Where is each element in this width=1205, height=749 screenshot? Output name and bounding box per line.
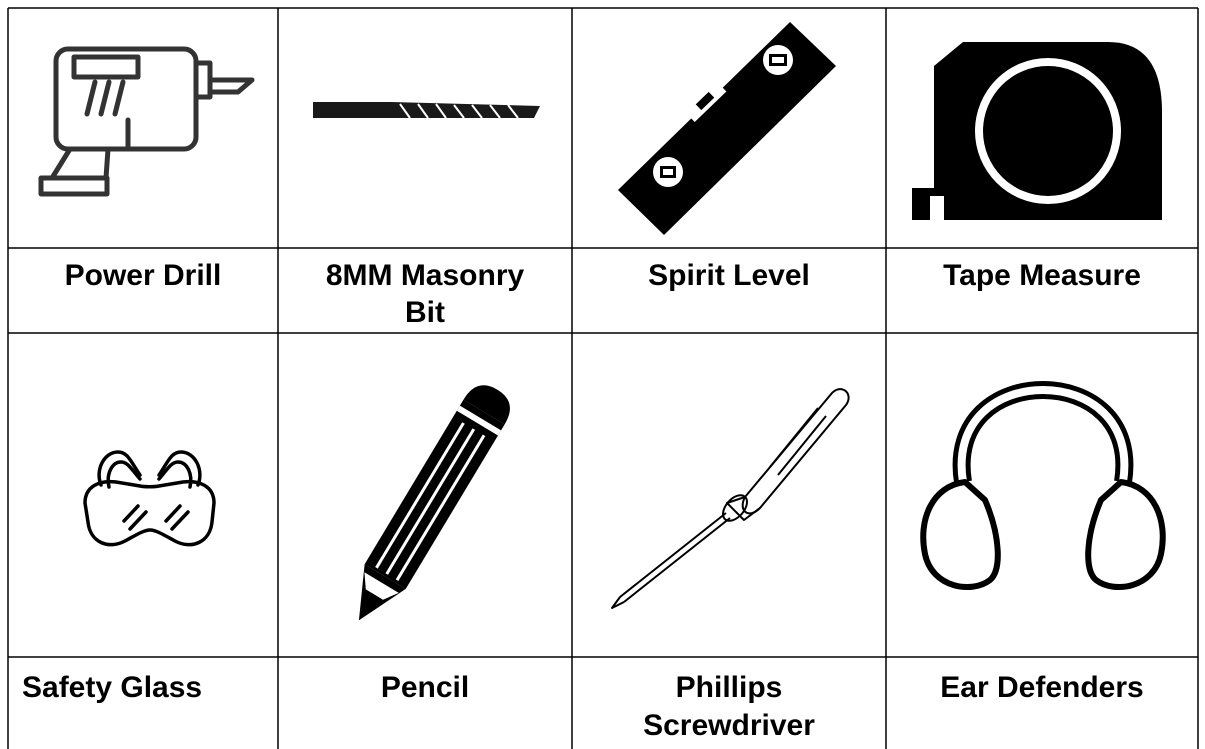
tool-label-masonry-bit-line-2: Bit [405,296,445,329]
safety-glasses-icon [85,452,214,545]
tool-label-power-drill: Power Drill [64,259,222,292]
tool-label-phillips-line-1: Phillips [675,671,783,704]
tool-label-masonry-bit-line-1: 8MM Masonry [325,259,525,292]
tool-label-ear-defenders: Ear Defenders [940,671,1144,704]
tool-label-tape-measure: Tape Measure [943,259,1141,292]
power-drill-icon [41,49,252,194]
spirit-level-icon [618,22,836,235]
tool-label-safety-glass: Safety Glass [22,671,203,704]
masonry-bit-icon [313,102,540,118]
tool-label-pencil: Pencil [380,671,470,704]
ear-defenders-icon [923,390,1163,587]
pencil-icon [338,377,518,632]
tool-label-phillips-line-2: Screwdriver [643,709,815,742]
tape-measure-icon [912,42,1162,220]
tool-label-spirit-level: Spirit Level [648,259,810,292]
phillips-screwdriver-icon [612,389,849,608]
